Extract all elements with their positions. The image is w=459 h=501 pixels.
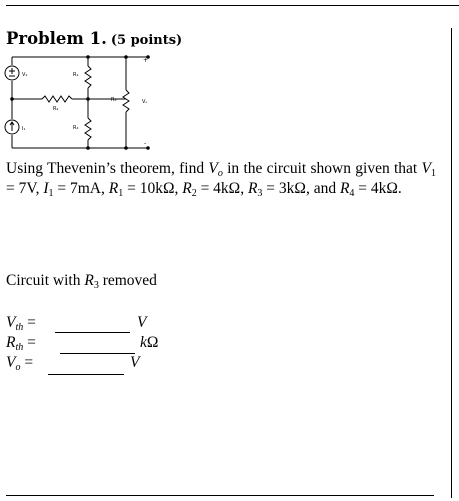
right-margin-rule <box>451 28 452 498</box>
r3-resistor-symbol <box>123 90 129 112</box>
answer-rth-unit: kΩ <box>140 334 159 351</box>
label-i1: I₁ <box>22 126 26 132</box>
answer-rth-label: $R_{th}$ = <box>6 334 36 353</box>
r2-resistor-symbol <box>42 96 72 102</box>
label-r3: R₃ <box>111 97 117 103</box>
answer-vth-label: $V_{th}$ = <box>6 314 36 333</box>
label-r4: R₄ <box>73 125 79 131</box>
label-v1: V₁ <box>22 72 28 78</box>
problem-statement: Using Thevenin’s theorem, find $V_o$ in the circuit shown given that $V_1 = 7V$, $I_1 = 7mA$, $R_1 = 10k\Omega$, $R_2 = 4k\Omega$, $R_3 = 3k\Omega$, and $R_4 = 4k\Omega$. <box>6 160 436 199</box>
label-minus: - <box>144 140 147 147</box>
answer-rth-blank[interactable] <box>60 353 135 354</box>
circuit-diagram <box>2 52 162 152</box>
answer-vo-unit: V <box>130 354 140 371</box>
answer-vth-unit: V <box>137 314 147 331</box>
answer-vo-label: $V_o$ = <box>6 354 34 373</box>
label-plus: + <box>143 57 149 64</box>
problem-number: Problem 1. <box>6 29 107 48</box>
top-rule <box>6 5 459 6</box>
answer-vth-blank[interactable] <box>55 332 130 333</box>
answer-vo-blank[interactable] <box>48 374 124 375</box>
problem-title <box>6 29 182 48</box>
label-r2: R₂ <box>53 106 59 112</box>
section-heading: Circuit with $R_3$ removed <box>6 272 157 291</box>
r4-resistor-symbol <box>85 118 91 140</box>
problem-points: (5 points) <box>110 33 183 48</box>
vo-terminal-minus <box>147 147 150 150</box>
label-r1: R₁ <box>73 72 79 78</box>
bottom-rule <box>6 495 434 496</box>
r1-resistor-symbol <box>85 66 91 88</box>
label-vo: Vₒ <box>142 99 148 105</box>
